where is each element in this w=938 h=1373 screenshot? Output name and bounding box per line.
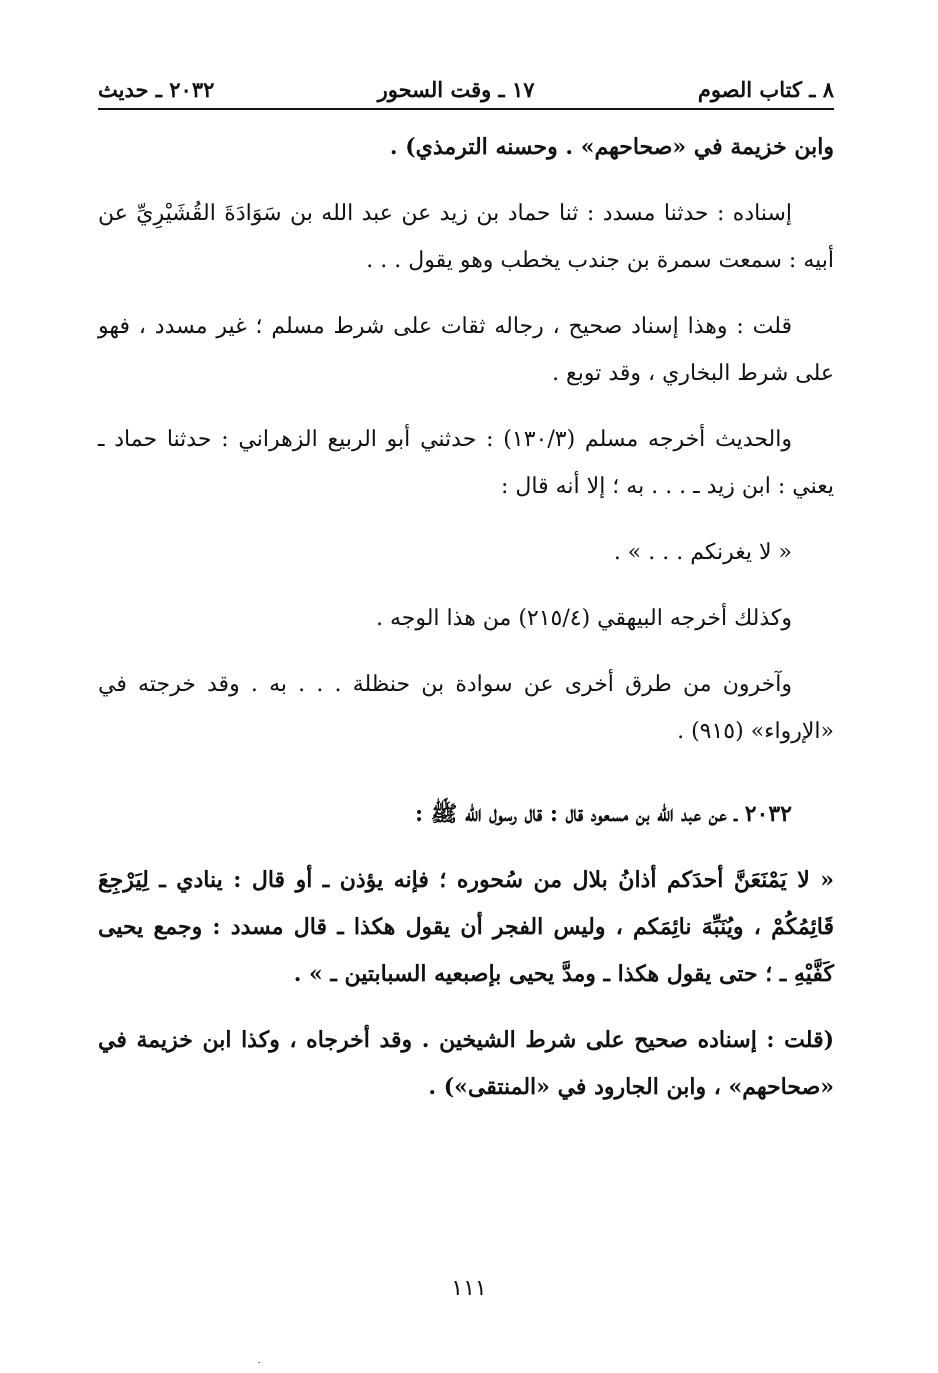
header-rule	[98, 108, 834, 110]
paragraph-isnad: إسناده : حدثنا مسدد : ثنا حماد بن زيد عن عبد الله بن سَوَادَةَ القُشَيْرِيِّ عن أبيه : سمعت سمرة بن جندب يخطب وهو يقول . . .	[98, 201, 834, 273]
hadith-heading: ٢٠٣٢ ـ عن عبد الله بن مسعود قال : قال رسول الله ﷺ :	[415, 801, 792, 827]
hadith-grading: (قلت : إسناده صحيح على شرط الشيخين . وقد أخرجاه ، وكذا ابن خزيمة في «صحاحهم» ، وابن الجارود في «المنتقى») .	[98, 1027, 834, 1100]
hadith-text: « لا يَمْنَعَنَّ أحدَكم أذانُ بلال من سُحوره ؛ فإنه يؤذن ـ أو قال : ينادي ـ لِيَرْجِعَ قَائِمُكُمْ ، ويُنَبِّهَ نائِمَكم ، وليس الفجر أن يقول هكذا ـ قال مسدد : وجمع يحيى كَفَّيْهِ ـ ؛ حتى يقول هكذا ـ ومدَّ يحيى بإصبعيه السبابتين ـ » .	[98, 867, 834, 987]
paragraph-takhrij-bayhaqi: وكذلك أخرجه البيهقي (٢١٥/٤) من هذا الوجه .	[375, 606, 792, 631]
header-hadith-number: ٢٠٣٢ ـ حديث	[98, 76, 215, 102]
paragraph-quote: « لا يغرنكم . . . » .	[613, 540, 792, 565]
header-section: ١٧ ـ وقت السحور	[377, 76, 535, 102]
paragraph-takhrij-muslim: والحديث أخرجه مسلم (١٣٠/٣) : حدثني أبو الربيع الزهراني : حدثنا حماد ـ يعني : ابن زيد ـ . . . به ؛ إلا أنه قال :	[98, 427, 834, 499]
paragraph-grading: وابن خزيمة في «صحاحهم» . وحسنه الترمذي) .	[389, 134, 834, 160]
scan-speck	[258, 1362, 260, 1363]
page-number: ١١١	[451, 1276, 487, 1301]
paragraph-other-routes: وآخرون من طرق أخرى عن سوادة بن حنظلة . . . به . وقد خرجته في «الإرواء» (٩١٥) .	[98, 672, 834, 744]
running-header	[98, 72, 834, 106]
paragraph-comment: قلت : وهذا إسناد صحيح ، رجاله ثقات على شرط مسلم ؛ غير مسدد ، فهو على شرط البخاري ، وقد توبع .	[98, 314, 834, 386]
page-body	[98, 124, 834, 1130]
header-chapter: ٨ ـ كتاب الصوم	[697, 76, 834, 102]
